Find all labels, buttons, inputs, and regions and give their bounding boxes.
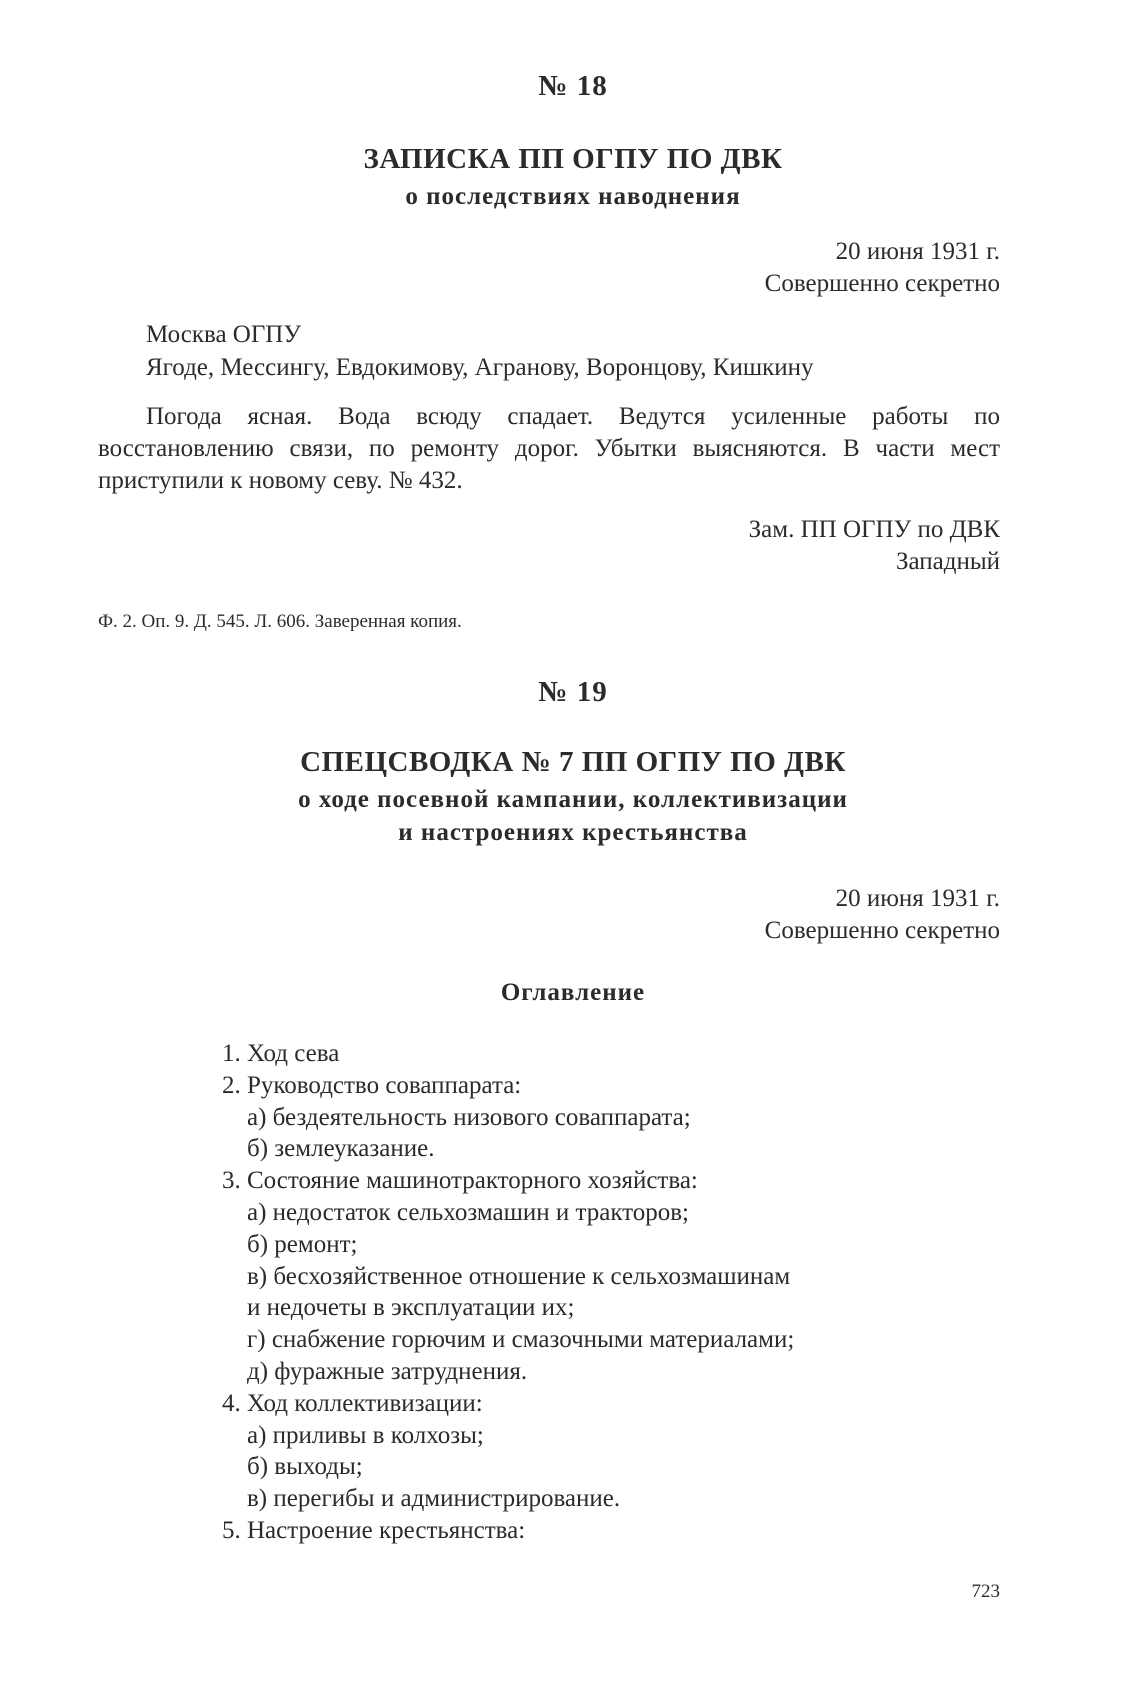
toc-subitem-3b: б) ремонт; — [247, 1230, 358, 1258]
doc18-classification: Совершенно секретно — [764, 270, 1000, 297]
doc18-signature-name: Западный — [895, 548, 1000, 575]
doc19-subtitle-line2: и настроениях крестьянства — [398, 819, 748, 846]
doc18-signature-position: Зам. ПП ОГПУ по ДВК — [748, 516, 1000, 543]
toc-subitem-3c-cont: и недочеты в эксплуатации их; — [247, 1294, 575, 1322]
toc-subitem-3e: д) фуражные затруднения. — [247, 1357, 528, 1385]
doc19-classification: Совершенно секретно — [764, 917, 1000, 944]
toc-subitem-2a: а) бездеятельность низового соваппарата; — [247, 1103, 691, 1131]
toc-subitem-4c: в) перегибы и администрирование. — [247, 1485, 621, 1513]
toc-subitem-3d: г) снабжение горючим и смазочными материалами; — [247, 1326, 795, 1354]
table-of-contents — [222, 1038, 794, 1547]
doc19-subtitle-line1: о ходе посевной кампании, коллективизации — [298, 786, 848, 813]
toc-subitem-3a: а) недостаток сельхозмашин и тракторов; — [247, 1198, 689, 1226]
doc18-body: Погода ясная. Вода всюду спадает. Ведутся усиленные работы по восстановлению связи, по ремонту дорог. Убытки выясняются. В части мест приступили к новому севу. № 432. — [98, 403, 1000, 494]
doc19-title: СПЕЦСВОДКА № 7 ПП ОГПУ ПО ДВК — [300, 746, 846, 778]
toc-item-4: 4. Ход коллективизации: — [222, 1389, 483, 1417]
page-number: 723 — [971, 1581, 1000, 1602]
doc18-date: 20 июня 1931 г. — [835, 238, 1000, 265]
toc-subitem-3c: в) бесхозяйственное отношение к сельхозмашинам — [247, 1262, 791, 1290]
toc-subitem-2b: б) землеуказание. — [247, 1135, 435, 1163]
doc19-number: № 19 — [538, 676, 608, 708]
doc18-title: ЗАПИСКА ПП ОГПУ ПО ДВК — [363, 143, 783, 175]
doc18-archive-source: Ф. 2. Оп. 9. Д. 545. Л. 606. Заверенная копия. — [98, 611, 462, 632]
doc18-number: № 18 — [538, 70, 608, 102]
toc-item-1: 1. Ход сева — [222, 1040, 340, 1067]
toc-item-2: 2. Руководство соваппарата: — [222, 1071, 522, 1099]
doc18-addressee-city: Москва ОГПУ — [146, 321, 302, 348]
doc19-date: 20 июня 1931 г. — [835, 885, 1000, 912]
toc-subitem-4a: а) приливы в колхозы; — [247, 1421, 484, 1449]
toc-heading: Оглавление — [500, 979, 646, 1006]
toc-item-5: 5. Настроение крестьянства: — [222, 1516, 526, 1544]
toc-item-3: 3. Состояние машинотракторного хозяйства: — [222, 1167, 698, 1195]
doc18-addressee-names: Ягоде, Мессингу, Евдокимову, Агранову, Воронцову, Кишкину — [146, 354, 814, 381]
toc-subitem-4b: б) выходы; — [247, 1453, 363, 1481]
doc18-subtitle: о последствиях наводнения — [405, 183, 741, 210]
